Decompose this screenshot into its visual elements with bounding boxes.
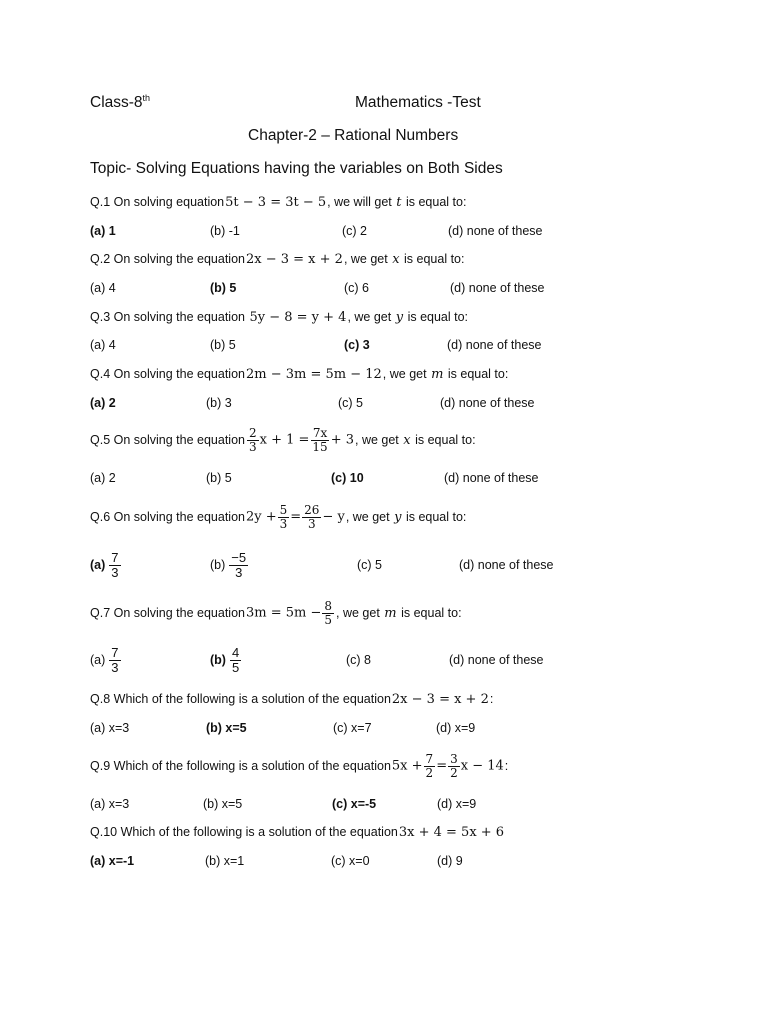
subject-title: Mathematics -Test <box>355 94 481 111</box>
option-d[interactable]: (d) 9 <box>437 854 463 868</box>
option-d[interactable]: (d) none of these <box>450 281 545 295</box>
class-superscript: th <box>142 92 151 103</box>
option-a[interactable]: (a) $\frac{7}{3}$ <box>90 549 119 580</box>
question-9-equation: 5x + $\frac{7}{2}$ = $\frac{3}{2}$ x − 14 <box>391 751 504 780</box>
question-6: Q.6 On solving the equation 2y + $\frac{5}{3}$ = $\frac{26}{3}$ − y , we get y is equal to: <box>90 502 467 531</box>
question-8: Q.8 Which of the following is a solution of the equation 2x − 3 = x + 2 : <box>90 691 494 707</box>
option-d[interactable]: (d) none of these <box>459 558 554 572</box>
option-d[interactable]: (d) none of these <box>444 471 539 485</box>
option-b[interactable]: (b) 5 <box>206 471 232 485</box>
option-d[interactable]: (d) none of these <box>440 396 535 410</box>
question-1-equation: 5t − 3 = 3t − 5 <box>225 194 327 210</box>
question-2: Q.2 On solving the equation 2x − 3 = x + 2 , we get x is equal to: <box>90 251 465 267</box>
option-b[interactable]: (b) 5 <box>210 281 237 295</box>
option-c[interactable]: (c) x=0 <box>331 854 370 868</box>
option-a[interactable]: (a) x=3 <box>90 797 130 811</box>
question-2-equation: 2x − 3 = x + 2 <box>245 251 343 267</box>
option-a[interactable]: (a) $\frac{7}{3}$ <box>90 644 119 675</box>
option-b[interactable]: (b) x=5 <box>206 721 247 735</box>
option-b[interactable]: (b) $\frac{4}{5}$ <box>210 644 240 675</box>
question-7: Q.7 On solving the equation 3m = 5m − $\frac{8}{5}$ , we get m is equal to: <box>90 598 462 627</box>
option-a[interactable]: (a) 4 <box>90 338 116 352</box>
option-c[interactable]: (c) 3 <box>344 338 370 352</box>
option-d[interactable]: (d) none of these <box>449 653 544 667</box>
option-d[interactable]: (d) x=9 <box>436 721 476 735</box>
option-c[interactable]: (c) 10 <box>331 471 364 485</box>
question-5: Q.5 On solving the equation $\frac{2}{3}$ x + 1 = $\frac{7x}{15}$ + 3 , we get x is equal to: <box>90 425 476 454</box>
question-10: Q.10 Which of the following is a solution of the equation 3x + 4 = 5x + 6 <box>90 824 505 840</box>
option-b[interactable]: (b) x=1 <box>205 854 245 868</box>
question-3: Q.3 On solving the equation 5y − 8 = y + 4 , we get y is equal to: <box>90 309 469 325</box>
option-c[interactable]: (c) 2 <box>342 224 367 238</box>
option-a[interactable]: (a) x=-1 <box>90 854 135 868</box>
question-3-equation: 5y − 8 = y + 4 <box>249 309 347 325</box>
option-d[interactable]: (d) none of these <box>448 224 543 238</box>
option-c[interactable]: (c) x=-5 <box>332 797 377 811</box>
question-4: Q.4 On solving the equation 2m − 3m = 5m − 12 , we get m is equal to: <box>90 366 509 382</box>
option-b[interactable]: (b) 5 <box>210 338 236 352</box>
question-10-equation: 3x + 4 = 5x + 6 <box>398 824 505 840</box>
option-b[interactable]: (b) x=5 <box>203 797 243 811</box>
option-d[interactable]: (d) x=9 <box>437 797 477 811</box>
question-1: Q.1 On solving equation 5t − 3 = 3t − 5 , we will get t is equal to: <box>90 194 467 210</box>
question-4-equation: 2m − 3m = 5m − 12 <box>245 366 382 382</box>
option-a[interactable]: (a) 4 <box>90 281 116 295</box>
question-9: Q.9 Which of the following is a solution of the equation 5x + $\frac{7}{2}$ = $\frac{3}{2}$ x − 14 : <box>90 751 509 780</box>
option-d[interactable]: (d) none of these <box>447 338 542 352</box>
option-c[interactable]: (c) 5 <box>357 558 382 572</box>
option-a[interactable]: (a) 1 <box>90 224 116 238</box>
option-c[interactable]: (c) 5 <box>338 396 363 410</box>
chapter-title: Chapter-2 – Rational Numbers <box>248 127 459 144</box>
question-7-equation: 3m = 5m − $\frac{8}{5}$ <box>245 598 333 627</box>
option-a[interactable]: (a) 2 <box>90 396 116 410</box>
class-label: Class-8th <box>90 92 151 111</box>
question-8-equation: 2x − 3 = x + 2 <box>391 691 489 707</box>
option-b[interactable]: (b) -1 <box>210 224 240 238</box>
option-b[interactable]: (b) $\frac{-5}{3}$ <box>210 549 247 580</box>
option-c[interactable]: (c) 6 <box>344 281 369 295</box>
question-5-equation: $\frac{2}{3}$ x + 1 = $\frac{7x}{15}$ + 3 <box>248 425 354 454</box>
topic-title: Topic- Solving Equations having the variables on Both Sides <box>90 160 503 177</box>
option-c[interactable]: (c) x=7 <box>333 721 372 735</box>
option-b[interactable]: (b) 3 <box>206 396 232 410</box>
option-a[interactable]: (a) x=3 <box>90 721 130 735</box>
question-6-equation: 2y + $\frac{5}{3}$ = $\frac{26}{3}$ − y <box>245 502 345 531</box>
option-c[interactable]: (c) 8 <box>346 653 371 667</box>
option-a[interactable]: (a) 2 <box>90 471 116 485</box>
